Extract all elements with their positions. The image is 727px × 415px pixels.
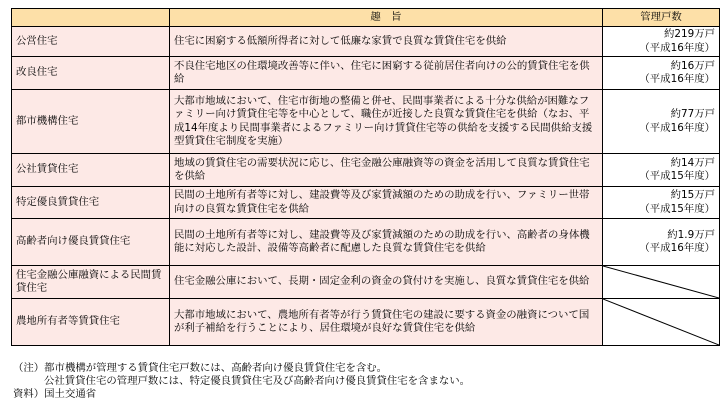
row-kind: 公営住宅 [12, 27, 170, 57]
table-row [12, 154, 720, 187]
row-purpose: 住宅に困窮する低額所得者に対して低廉な家賃で良質な賃貸住宅を供給 [170, 27, 603, 57]
row-count [603, 219, 720, 266]
row-kind: 改良住宅 [12, 57, 170, 90]
count-year: （平成16年度） [639, 73, 715, 85]
source-note: 資料）国土交通省 [13, 388, 97, 400]
row-purpose: 民間の土地所有者等に対し、建設費等及び家賃減額のための助成を行い、ファミリー世帯向けの良質な賃貸住宅を供給 [170, 187, 603, 219]
count-year: （平成16年度） [639, 41, 715, 54]
table-row [12, 219, 720, 266]
table-row [12, 266, 720, 299]
table-row [12, 27, 720, 57]
row-kind: 都市機構住宅 [12, 90, 170, 154]
count-value: 約219万戸 [663, 28, 715, 41]
row-count [603, 27, 720, 57]
header-blank [12, 9, 170, 27]
diagonal-line [603, 266, 719, 298]
row-kind: 住宅金融公庫融資による民間賃貸住宅 [12, 266, 170, 299]
count-value: 約77万戸 [670, 108, 715, 121]
count-year: （平成15年度） [639, 202, 715, 215]
row-count [603, 57, 720, 90]
header-count: 管理戸数 [603, 9, 720, 27]
row-kind: 特定優良賃貸住宅 [12, 187, 170, 219]
table-row [12, 299, 720, 346]
row-count [603, 90, 720, 154]
footnotes [13, 362, 470, 401]
table-row [12, 57, 720, 90]
row-count-empty [603, 266, 720, 299]
row-purpose: 民間の土地所有者等に対し、建設費等及び家賃減額のための助成を行い、高齢者の身体機能に対応した設計、設備等高齢者に配慮した良質な賃貸住宅を供給 [170, 219, 603, 266]
note-2: 公社賃貸住宅の管理戸数には、特定優良賃貸住宅及び高齢者向け優良賃貸住宅を含まない。 [44, 375, 471, 387]
row-count-empty [603, 299, 720, 346]
row-purpose: 大都市地域において、農地所有者等が行う賃貸住宅の建設に要する資金の融資について国が利子補給を行うことにより、居住環境が良好な賃貸住宅を供給 [170, 299, 603, 346]
row-count [603, 154, 720, 187]
count-value: 約14万戸 [670, 156, 715, 169]
row-purpose: 不良住宅地区の住環境改善等に伴い、住宅に困窮する従前居住者向けの公的賃貸住宅を供給 [170, 57, 603, 90]
table-row [12, 90, 720, 154]
rental-housing-table [11, 8, 720, 346]
row-kind: 農地所有者等賃貸住宅 [12, 299, 170, 346]
row-kind: 公社賃貸住宅 [12, 154, 170, 187]
header-row [12, 9, 720, 27]
row-purpose: 大都市地域において、住宅市街地の整備と併せ、民間事業者による十分な供給が困難なファミリー向け賃貸住宅等を中心として、職住が近接した良質な賃貸住宅を供給（なお、平成14年度より民間事業者によるファミリー向け賃貸住宅等の供給を支援する民間供給支援型賃貸住宅制度を実施） [170, 90, 603, 154]
table-row [12, 187, 720, 219]
count-year: （平成15年度） [639, 170, 715, 182]
count-value: 約15万戸 [670, 189, 715, 202]
row-kind: 高齢者向け優良賃貸住宅 [12, 219, 170, 266]
row-purpose: 住宅金融公庫において、長期・固定金利の資金の貸付けを実施し、良質な賃貸住宅を供給 [170, 266, 603, 299]
count-year: （平成16年度） [639, 242, 715, 254]
row-count [603, 187, 720, 219]
note-1: （注）都市機構が管理する賃貸住宅戸数には、高齢者向け優良賃貸住宅を含む。 [13, 362, 388, 374]
count-value: 約1.9万戸 [667, 228, 715, 241]
row-purpose: 地域の賃貸住宅の需要状況に応じ、住宅金融公庫融資等の資金を活用して良質な賃貸住宅を供給 [170, 154, 603, 187]
diagonal-line [603, 299, 719, 345]
count-year: （平成16年度） [639, 121, 715, 134]
count-value: 約16万戸 [670, 59, 715, 72]
header-purpose: 趣 旨 [170, 9, 603, 27]
